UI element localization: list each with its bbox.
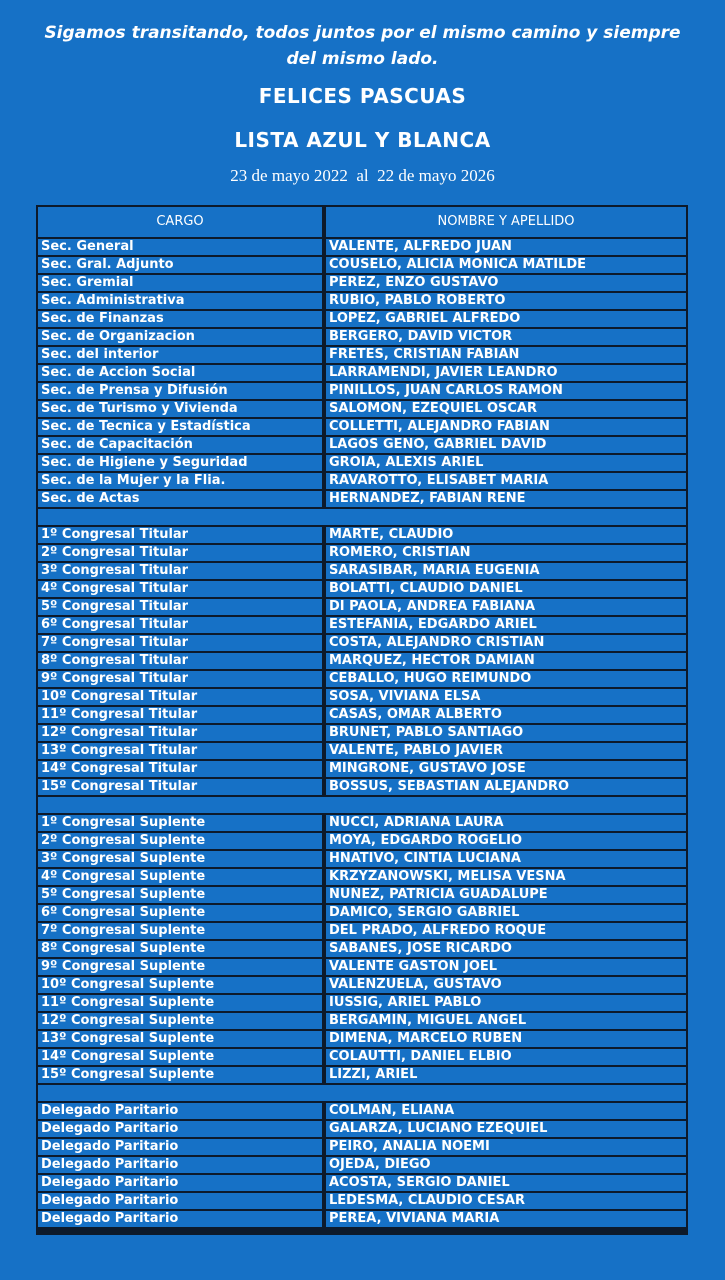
nombre-cell: BERGAMIN, MIGUEL ANGEL <box>326 1013 686 1029</box>
cargo-cell: Sec. de Higiene y Seguridad <box>38 455 322 471</box>
nombre-cell: NUCCI, ADRIANA LAURA <box>326 815 686 831</box>
nombre-cell: KRZYZANOWSKI, MELISA VESNA <box>326 869 686 885</box>
table-row <box>38 1157 686 1173</box>
cargo-cell: 11º Congresal Suplente <box>38 995 322 1011</box>
nombre-cell: BOSSUS, SEBASTIAN ALEJANDRO <box>326 779 686 795</box>
cargo-cell: 7º Congresal Titular <box>38 635 322 651</box>
cargo-cell: 2º Congresal Titular <box>38 545 322 561</box>
cargo-cell: Delegado Paritario <box>38 1193 322 1209</box>
cargo-cell: 6º Congresal Suplente <box>38 905 322 921</box>
roster-table <box>36 205 688 1235</box>
table-row <box>38 707 686 723</box>
table-row <box>38 1013 686 1029</box>
cargo-cell: 2º Congresal Suplente <box>38 833 322 849</box>
nombre-cell: COLLETTI, ALEJANDRO FABIAN <box>326 419 686 435</box>
nombre-cell: BOLATTI, CLAUDIO DANIEL <box>326 581 686 597</box>
section-divider <box>38 1085 686 1101</box>
nombre-cell: SABANES, JOSE RICARDO <box>326 941 686 957</box>
cargo-cell: 5º Congresal Suplente <box>38 887 322 903</box>
motto-text: Sigamos transitando, todos juntos por el mismo camino y siempre del mismo lado. <box>44 23 681 69</box>
nombre-cell: BRUNET, PABLO SANTIAGO <box>326 725 686 741</box>
nombre-cell: COLAUTTI, DANIEL ELBIO <box>326 1049 686 1065</box>
table-row <box>38 653 686 669</box>
table-row <box>38 905 686 921</box>
nombre-cell: LIZZI, ARIEL <box>326 1067 686 1083</box>
cargo-cell: 4º Congresal Suplente <box>38 869 322 885</box>
nombre-cell: COUSELO, ALICIA MONICA MATILDE <box>326 257 686 273</box>
table-row <box>38 401 686 417</box>
nombre-cell: GROIA, ALEXIS ARIEL <box>326 455 686 471</box>
nombre-cell: ESTEFANIA, EDGARDO ARIEL <box>326 617 686 633</box>
table-row <box>38 527 686 543</box>
cargo-cell: 14º Congresal Titular <box>38 761 322 777</box>
nombre-cell: NUÑEZ, PATRICIA GUADALUPE <box>326 887 686 903</box>
nombre-cell: DAMICO, SERGIO GABRIEL <box>326 905 686 921</box>
column-header-cargo: CARGO <box>38 207 322 237</box>
cargo-cell: 7º Congresal Suplente <box>38 923 322 939</box>
nombre-cell: IUSSIG, ARIEL PABLO <box>326 995 686 1011</box>
table-row <box>38 689 686 705</box>
table-row <box>38 383 686 399</box>
cargo-cell: Sec. Gremial <box>38 275 322 291</box>
table-row <box>38 1139 686 1155</box>
table-row <box>38 311 686 327</box>
cargo-cell: Sec. de Tecnica y Estadística <box>38 419 322 435</box>
nombre-cell: PINILLOS, JUAN CARLOS RAMON <box>326 383 686 399</box>
nombre-cell: ACOSTA, SERGIO DANIEL <box>326 1175 686 1191</box>
nombre-cell: VALENTE, PABLO JAVIER <box>326 743 686 759</box>
cargo-cell: Delegado Paritario <box>38 1139 322 1155</box>
table-row <box>38 869 686 885</box>
cargo-cell: 6º Congresal Titular <box>38 617 322 633</box>
cargo-cell: 12º Congresal Suplente <box>38 1013 322 1029</box>
table-row <box>38 1193 686 1209</box>
cargo-cell: Sec. Gral. Adjunto <box>38 257 322 273</box>
section-divider-cell <box>38 797 686 813</box>
nombre-cell: PEREA, VIVIANA MARIA <box>326 1211 686 1227</box>
table-row <box>38 1067 686 1083</box>
nombre-cell: LARRAMENDI, JAVIER LEANDRO <box>326 365 686 381</box>
cargo-cell: 3º Congresal Titular <box>38 563 322 579</box>
cargo-cell: Delegado Paritario <box>38 1103 322 1119</box>
nombre-cell: HERNANDEZ, FABIAN RENE <box>326 491 686 507</box>
cargo-cell: 5º Congresal Titular <box>38 599 322 615</box>
table-header-row <box>38 207 686 237</box>
cargo-cell: Sec. de Actas <box>38 491 322 507</box>
table-row <box>38 743 686 759</box>
cargo-cell: 14º Congresal Suplente <box>38 1049 322 1065</box>
nombre-cell: ROMERO, CRISTIAN <box>326 545 686 561</box>
cargo-cell: 10º Congresal Titular <box>38 689 322 705</box>
nombre-cell: CASAS, OMAR ALBERTO <box>326 707 686 723</box>
nombre-cell: DEL PRADO, ALFREDO ROQUE <box>326 923 686 939</box>
nombre-cell: VALENZUELA, GUSTAVO <box>326 977 686 993</box>
cargo-cell: 11º Congresal Titular <box>38 707 322 723</box>
greeting-title: FELICES PASCUAS <box>258 84 467 108</box>
table-row <box>38 257 686 273</box>
nombre-cell: HNATIVO, CINTIA LUCIANA <box>326 851 686 867</box>
nombre-cell: FRETES, CRISTIAN FABIAN <box>326 347 686 363</box>
cargo-cell: 4º Congresal Titular <box>38 581 322 597</box>
table-row <box>38 851 686 867</box>
table-row <box>38 1121 686 1137</box>
cargo-cell: 13º Congresal Suplente <box>38 1031 322 1047</box>
nombre-cell: VALENTE GASTON JOEL <box>326 959 686 975</box>
section-divider-cell <box>38 1085 686 1101</box>
table-row <box>38 995 686 1011</box>
cargo-cell: 13º Congresal Titular <box>38 743 322 759</box>
nombre-cell: LAGOS GENO, GABRIEL DAVID <box>326 437 686 453</box>
nombre-cell: BERGERO, DAVID VICTOR <box>326 329 686 345</box>
nombre-cell: DIMENA, MARCELO RUBEN <box>326 1031 686 1047</box>
term-period: 23 de mayo 2022 al 22 de mayo 2026 <box>230 166 495 185</box>
nombre-cell: LOPEZ, GABRIEL ALFREDO <box>326 311 686 327</box>
cargo-cell: 1º Congresal Titular <box>38 527 322 543</box>
table-row <box>38 473 686 489</box>
cargo-cell: 9º Congresal Suplente <box>38 959 322 975</box>
cargo-cell: Delegado Paritario <box>38 1157 322 1173</box>
table-row <box>38 455 686 471</box>
table-row <box>38 1049 686 1065</box>
table-row <box>38 1031 686 1047</box>
cargo-cell: Sec. Administrativa <box>38 293 322 309</box>
nombre-cell: PEIRO, ANALIA NOEMI <box>326 1139 686 1155</box>
section-divider <box>38 509 686 525</box>
nombre-cell: SARASIBAR, MARIA EUGENIA <box>326 563 686 579</box>
cargo-cell: Delegado Paritario <box>38 1211 322 1227</box>
cargo-cell: Sec. de Capacitación <box>38 437 322 453</box>
cargo-cell: 3º Congresal Suplente <box>38 851 322 867</box>
nombre-cell: SALOMON, EZEQUIEL OSCAR <box>326 401 686 417</box>
nombre-cell: LEDESMA, CLAUDIO CESAR <box>326 1193 686 1209</box>
cargo-cell: Sec. de Finanzas <box>38 311 322 327</box>
table-row <box>38 419 686 435</box>
table-row <box>38 941 686 957</box>
table-row <box>38 833 686 849</box>
nombre-cell: RUBIO, PABLO ROBERTO <box>326 293 686 309</box>
cargo-cell: 8º Congresal Suplente <box>38 941 322 957</box>
cargo-cell: 15º Congresal Suplente <box>38 1067 322 1083</box>
table-row <box>38 581 686 597</box>
cargo-cell: 15º Congresal Titular <box>38 779 322 795</box>
nombre-cell: DI PAOLA, ANDREA FABIANA <box>326 599 686 615</box>
table-row <box>38 887 686 903</box>
cargo-cell: 12º Congresal Titular <box>38 725 322 741</box>
nombre-cell: COLMAN, ELIANA <box>326 1103 686 1119</box>
table-row <box>38 491 686 507</box>
cargo-cell: Sec. de la Mujer y la Flia. <box>38 473 322 489</box>
cargo-cell: Sec. de Organizacion <box>38 329 322 345</box>
cargo-cell: Sec. General <box>38 239 322 255</box>
list-name-title: LISTA AZUL Y BLANCA <box>234 128 491 152</box>
cargo-cell: 1º Congresal Suplente <box>38 815 322 831</box>
table-row <box>38 347 686 363</box>
cargo-cell: Sec. del interior <box>38 347 322 363</box>
table-row <box>38 815 686 831</box>
nombre-cell: PEREZ, ENZO GUSTAVO <box>326 275 686 291</box>
section-divider-cell <box>38 509 686 525</box>
table-row <box>38 761 686 777</box>
table-row <box>38 779 686 795</box>
column-header-nombre: NOMBRE Y APELLIDO <box>326 207 686 237</box>
table-row <box>38 365 686 381</box>
table-row <box>38 923 686 939</box>
cargo-cell: Sec. de Turismo y Vivienda <box>38 401 322 417</box>
table-row <box>38 671 686 687</box>
table-row <box>38 293 686 309</box>
nombre-cell: OJEDA, DIEGO <box>326 1157 686 1173</box>
table-row <box>38 635 686 651</box>
table-row <box>38 563 686 579</box>
table-row <box>38 617 686 633</box>
nombre-cell: MOYA, EDGARDO ROGELIO <box>326 833 686 849</box>
nombre-cell: COSTA, ALEJANDRO CRISTIAN <box>326 635 686 651</box>
cargo-cell: Sec. de Prensa y Difusión <box>38 383 322 399</box>
nombre-cell: MARTE, CLAUDIO <box>326 527 686 543</box>
table-row <box>38 329 686 345</box>
table-row <box>38 1211 686 1227</box>
table-row <box>38 275 686 291</box>
nombre-cell: VALENTE, ALFREDO JUAN <box>326 239 686 255</box>
section-divider <box>38 797 686 813</box>
table-row <box>38 977 686 993</box>
nombre-cell: GALARZA, LUCIANO EZEQUIEL <box>326 1121 686 1137</box>
table-row <box>38 239 686 255</box>
nombre-cell: MINGRONE, GUSTAVO JOSE <box>326 761 686 777</box>
nombre-cell: MARQUEZ, HECTOR DAMIAN <box>326 653 686 669</box>
nombre-cell: SOSA, VIVIANA ELSA <box>326 689 686 705</box>
nombre-cell: CEBALLO, HUGO REIMUNDO <box>326 671 686 687</box>
table-row <box>38 599 686 615</box>
cargo-cell: Delegado Paritario <box>38 1175 322 1191</box>
nombre-cell: RAVAROTTO, ELISABET MARIA <box>326 473 686 489</box>
cargo-cell: Sec. de Accion Social <box>38 365 322 381</box>
cargo-cell: 9º Congresal Titular <box>38 671 322 687</box>
table-row <box>38 437 686 453</box>
table-row <box>38 959 686 975</box>
table-row <box>38 545 686 561</box>
cargo-cell: Delegado Paritario <box>38 1121 322 1137</box>
cargo-cell: 10º Congresal Suplente <box>38 977 322 993</box>
cargo-cell: 8º Congresal Titular <box>38 653 322 669</box>
table-row <box>38 1103 686 1119</box>
table-row <box>38 1175 686 1191</box>
table-row <box>38 725 686 741</box>
